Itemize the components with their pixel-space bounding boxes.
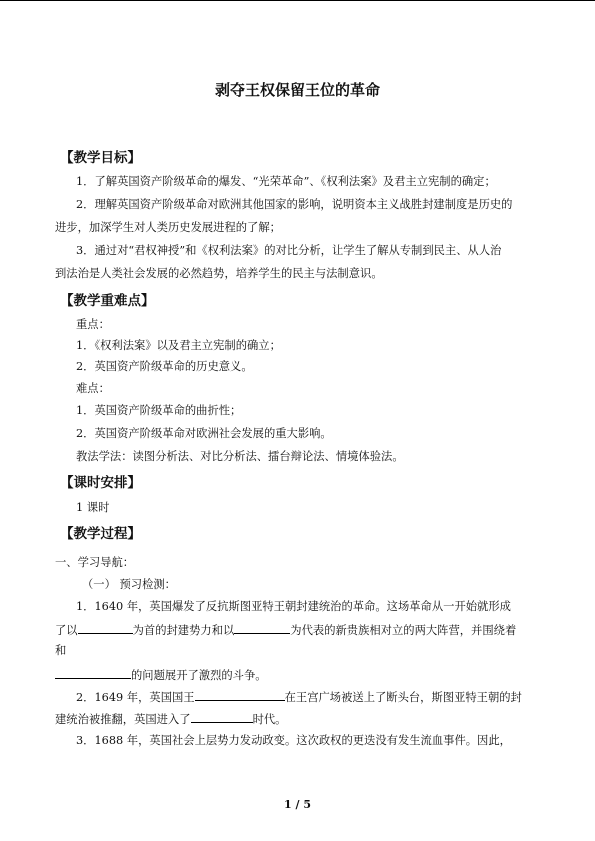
goal-line-1: 1．了解英国资产阶级革命的爆发、“光荣革命”、《权利法案》及君主立宪制的确定； [76, 175, 496, 188]
difficult-item-1: 1．英国资产阶级革命的曲折性； [76, 404, 242, 417]
q2-text-a: 2．1649 年，英国国王 [76, 691, 195, 704]
q2-text-b: 在王宫广场被送上了断头台，斯图亚特王朝的封 [284, 691, 522, 704]
fill-blank-5[interactable] [191, 711, 253, 723]
process-sub: （一） 预习检测： [82, 578, 176, 591]
section-heading-schedule: 【课时安排】 [60, 475, 141, 491]
fill-blank-3[interactable] [55, 667, 131, 679]
q1-text-c: 为代表的新贵族相对立的两大阵营，并围绕着 [290, 624, 517, 637]
goal-line-3: 进步，加深学生对人类历史发展进程的了解； [55, 221, 281, 234]
goal-line-2: 2．理解英国资产阶级革命对欧洲其他国家的影响，说明资本主义战胜封建制度是历史的 [76, 198, 513, 211]
q1-text-d: 的问题展开了激烈的斗争。 [131, 669, 267, 682]
key-item-2: 2．英国资产阶级革命的历史意义。 [76, 360, 253, 373]
goal-line-5: 到法治是人类社会发展的必然趋势，培养学生的民主与法制意识。 [55, 267, 383, 280]
section-heading-keypoints: 【教学重难点】 [60, 293, 155, 309]
section-heading-goals: 【教学目标】 [60, 150, 141, 166]
page-title: 剥夺王权保留王位的革命 [214, 81, 380, 99]
process-nav: 一、学习导航： [55, 556, 135, 569]
q1-text-a: 了以 [55, 624, 78, 637]
question-1-line-3: 和 [55, 644, 67, 657]
key-item-1: 1．《权利法案》以及君主立宪制的确立； [76, 339, 281, 352]
question-1-line-2 [55, 622, 516, 638]
fill-blank-4[interactable] [195, 689, 285, 701]
key-label: 重点： [76, 318, 110, 331]
q2-text-d: 时代。 [252, 713, 287, 726]
difficult-label: 难点： [76, 382, 110, 395]
fill-blank-2[interactable] [234, 622, 290, 634]
page-number: 1 / 5 [284, 798, 311, 811]
question-2-line-1 [76, 689, 522, 705]
top-border [0, 0, 595, 1]
difficult-item-2: 2．英国资产阶级革命对欧洲社会发展的重大影响。 [76, 427, 332, 440]
question-3-line-1: 3．1688 年，英国社会上层势力发动政变。这次政权的更迭没有发生流血事件。因此， [76, 734, 511, 747]
q2-text-c: 建统治被推翻，英国进入了 [55, 713, 191, 726]
question-2-line-2 [55, 711, 286, 727]
question-1-line-1: 1．1640 年，英国爆发了反抗斯图亚特王朝封建统治的革命。这场革命从一开始就形成 [76, 600, 511, 613]
section-heading-process: 【教学过程】 [60, 526, 141, 542]
teaching-methods: 教法学法：读图分析法、对比分析法、擂台辩论法、情境体验法。 [76, 450, 404, 463]
goal-line-4: 3．通过对“君权神授”和《权利法案》的对比分析，让学生了解从专制到民主、从人治 [76, 244, 502, 257]
q1-text-b: 为首的封建势力和以 [132, 624, 235, 637]
question-1-line-4 [55, 667, 267, 683]
schedule-text: 1 课时 [76, 501, 110, 514]
fill-blank-1[interactable] [78, 622, 133, 634]
